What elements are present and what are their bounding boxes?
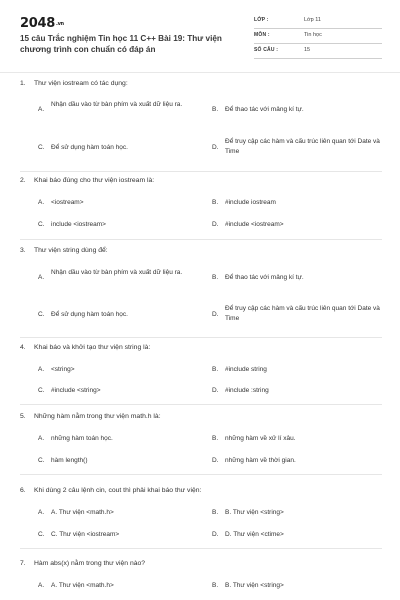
option-text: A. Thư viện <math.h> [51,509,114,516]
meta-value: 15 [304,47,311,53]
option-letter: A. [38,509,45,516]
question-stem: Hàm abs(x) nằm trong thư viện nào? [34,560,146,567]
question-stem: Những hàm nằm trong thư viện math.h là: [34,413,161,420]
header-divider [0,72,400,73]
meta-row-count [254,44,382,59]
question-number: 6. [20,487,26,494]
question-stem: Thư viện iostream có tác dụng: [34,80,128,87]
option-letter: A. [38,366,45,373]
question-separator [20,337,382,338]
option-text: Để truy cập các hàm và cấu trúc liên quan tới Date và Time [225,138,380,155]
document-meta [254,14,382,59]
meta-row-subject [254,29,382,44]
option-letter: A. [38,274,45,281]
logo-text: 2048 [20,16,55,31]
option-letter: C. [38,457,45,464]
option-letter: C. [38,311,45,318]
meta-key: MÔN : [254,32,270,38]
question-stem: Khai báo và khởi tạo thư viện string là: [34,344,151,351]
option-letter: D. [212,311,219,318]
document-title: 15 câu Trắc nghiệm Tin học 11 C++ Bài 19: Thư viện chương trình con chuẩn có đáp án [20,34,222,54]
option-letter: D. [212,457,219,464]
option-text: D. Thư viện <ctime> [225,531,284,538]
option-letter: C. [38,531,45,538]
option-letter: B. [212,274,219,281]
option-text: <iostream> [51,199,84,206]
option-text: Để thao tác với mảng kí tự. [225,106,304,113]
meta-key: LỚP : [254,17,269,23]
option-letter: D. [212,144,219,151]
option-letter: B. [212,509,219,516]
question-number: 1. [20,80,26,87]
question-separator [20,548,382,549]
question-separator [20,171,382,172]
option-letter: C. [38,387,45,394]
option-text: C. Thư viện <iostream> [51,531,120,538]
option-text: những hàm về thời gian. [225,457,296,464]
meta-key: SỐ CÂU : [254,47,279,53]
document-header [20,14,382,66]
option-letter: C. [38,144,45,151]
option-letter: B. [212,199,219,206]
logo-suffix: .vn [55,21,64,27]
option-text: <string> [51,366,75,373]
question-text [20,344,150,351]
question-text [20,177,154,184]
option-letter: A. [38,199,45,206]
option-text: A. Thư viện <math.h> [51,582,114,589]
question-stem: Khi dùng 2 câu lệnh cin, cout thì phải khai báo thư viện: [34,487,202,494]
option-text: Nhận dầu vào từ bàn phím và xuất dữ liệu ra. [51,101,183,108]
option-text: những hàm về xử lí xâu. [225,435,296,442]
option-letter: C. [38,221,45,228]
option-letter: A. [38,106,45,113]
question-separator [20,239,382,240]
option-text: #include <iostream> [225,221,284,228]
question-stem: Thư viện string dùng để: [34,247,108,254]
option-text: những hàm toán học. [51,435,113,442]
option-letter: A. [38,582,45,589]
question-number: 2. [20,177,26,184]
meta-value: Tin học [304,32,322,38]
option-letter: B. [212,582,219,589]
question-text [20,560,145,567]
question-number: 5. [20,413,26,420]
option-text: #include :string [225,387,269,394]
option-text: Nhận dầu vào từ bàn phím và xuất dữ liệu ra. [51,269,183,276]
option-letter: B. [212,106,219,113]
meta-value: Lớp 11 [304,17,321,23]
option-text: Để truy cập các hàm và cấu trúc liên quan tới Date và Time [225,305,380,322]
option-text: B. Thư viện <string> [225,509,284,516]
question-number: 3. [20,247,26,254]
option-text: Để thao tác với mảng kí tự. [225,274,304,281]
question-text [20,487,201,494]
question-number: 4. [20,344,26,351]
question-separator [20,404,382,405]
option-text: #include <string> [51,387,101,394]
question-text [20,413,161,420]
question-stem: Khai báo đúng cho thư viện iostream là: [34,177,155,184]
question-text [20,247,108,254]
option-text: #include iostream [225,199,276,206]
site-logo[interactable] [20,16,64,31]
option-text: Để sử dụng hàm toán học. [51,311,128,318]
option-letter: B. [212,435,219,442]
option-letter: D. [212,221,219,228]
option-text: Để sử dụng hàm toán học. [51,144,128,151]
option-letter: D. [212,531,219,538]
option-letter: D. [212,387,219,394]
option-letter: A. [38,435,45,442]
question-separator [20,474,382,475]
option-text: #include string [225,366,267,373]
option-text: B. Thư viện <string> [225,582,284,589]
option-text: include <iostream> [51,221,106,228]
question-text [20,80,128,87]
meta-row-grade [254,14,382,29]
option-text: hàm length() [51,457,88,464]
option-letter: B. [212,366,219,373]
question-number: 7. [20,560,26,567]
